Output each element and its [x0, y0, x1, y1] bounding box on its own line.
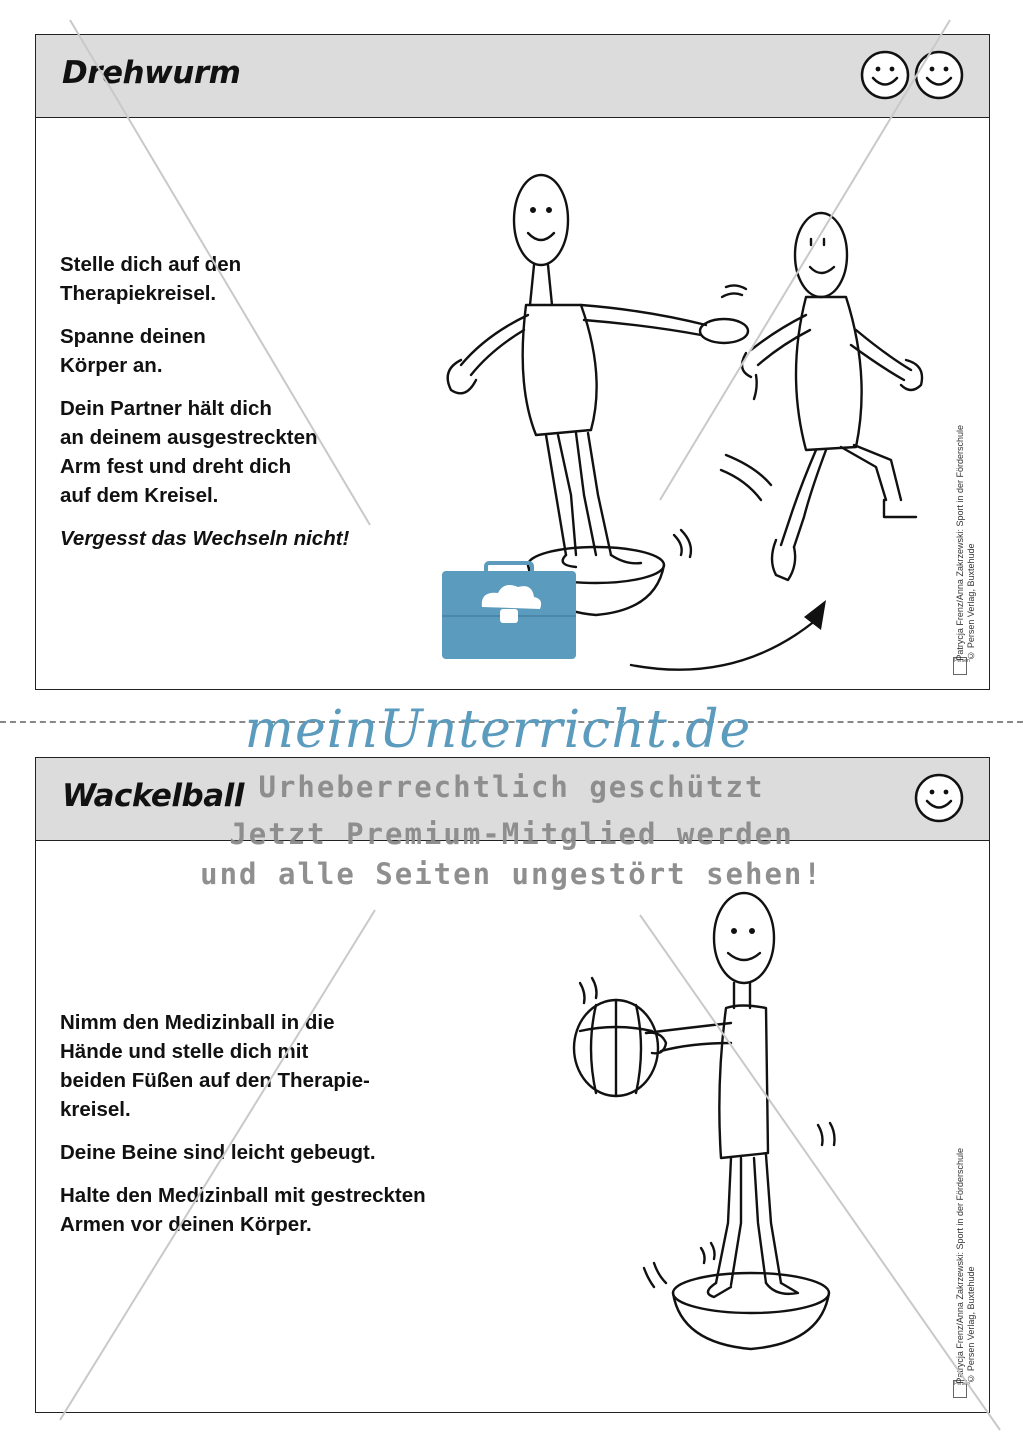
watermark-logo: meinUnterricht.de — [244, 700, 752, 760]
instructions — [60, 250, 460, 567]
exercise-card-wackelball — [35, 757, 990, 1413]
smiley-icon — [859, 49, 911, 101]
watermark-line-3: und alle Seiten ungestört sehen! — [200, 857, 823, 891]
instruction-text: Halte den Medizinball mit gestreckten Armen vor deinen Körper. — [60, 1184, 426, 1236]
copyright-credit — [955, 1148, 983, 1384]
card-title: Drehwurm — [62, 55, 241, 91]
reminder-text: Vergesst das Wechseln nicht! — [60, 527, 350, 550]
briefcase-cloud-icon — [440, 561, 578, 661]
instruction-text: Stelle dich auf den Therapiekreisel. — [60, 253, 242, 305]
instruction-text: Nimm den Medizinball in die Hände und stelle dich mit beiden Füßen auf den Therapie- kreisel. — [60, 1011, 370, 1121]
instruction-text: Deine Beine sind leicht gebeugt. — [60, 1141, 376, 1164]
watermark-line-2: Jetzt Premium-Mitglied werden — [229, 817, 794, 851]
credit-text: Patrycja Frenz/Anna Zakrzewski: Sport in der Förderschule © Persen Verlag, Buxtehude — [955, 1148, 976, 1384]
copyright-credit — [955, 425, 983, 661]
instruction-text: Spanne deinen Körper an. — [60, 325, 206, 377]
difficulty-rating — [911, 772, 965, 829]
instruction-paragraph — [60, 1008, 540, 1124]
credit-text: Patrycja Frenz/Anna Zakrzewski: Sport in der Förderschule © Persen Verlag, Buxtehude — [955, 425, 976, 661]
instruction-paragraph — [60, 250, 460, 308]
smiley-icon — [913, 49, 965, 101]
instruction-text: Dein Partner hält dich an deinem ausgestreckten Arm fest und dreht dich auf dem Kreisel. — [60, 397, 318, 507]
watermark-line-1: Urheberrechtlich geschützt — [258, 770, 765, 804]
card-header — [36, 35, 989, 118]
exercise-card-drehwurm — [35, 34, 990, 690]
publisher-logo: Persen — [953, 1380, 967, 1398]
instruction-paragraph — [60, 1138, 540, 1167]
publisher-logo: Persen — [953, 657, 967, 675]
smiley-icon — [913, 772, 965, 824]
reminder-note — [60, 524, 460, 553]
instruction-paragraph — [60, 394, 460, 510]
difficulty-rating — [857, 49, 965, 106]
instruction-paragraph — [60, 1181, 540, 1239]
instruction-paragraph — [60, 322, 460, 380]
instructions — [60, 1008, 540, 1253]
illustration-figure-with-ball — [536, 883, 856, 1403]
card-title: Wackelball — [62, 778, 244, 814]
